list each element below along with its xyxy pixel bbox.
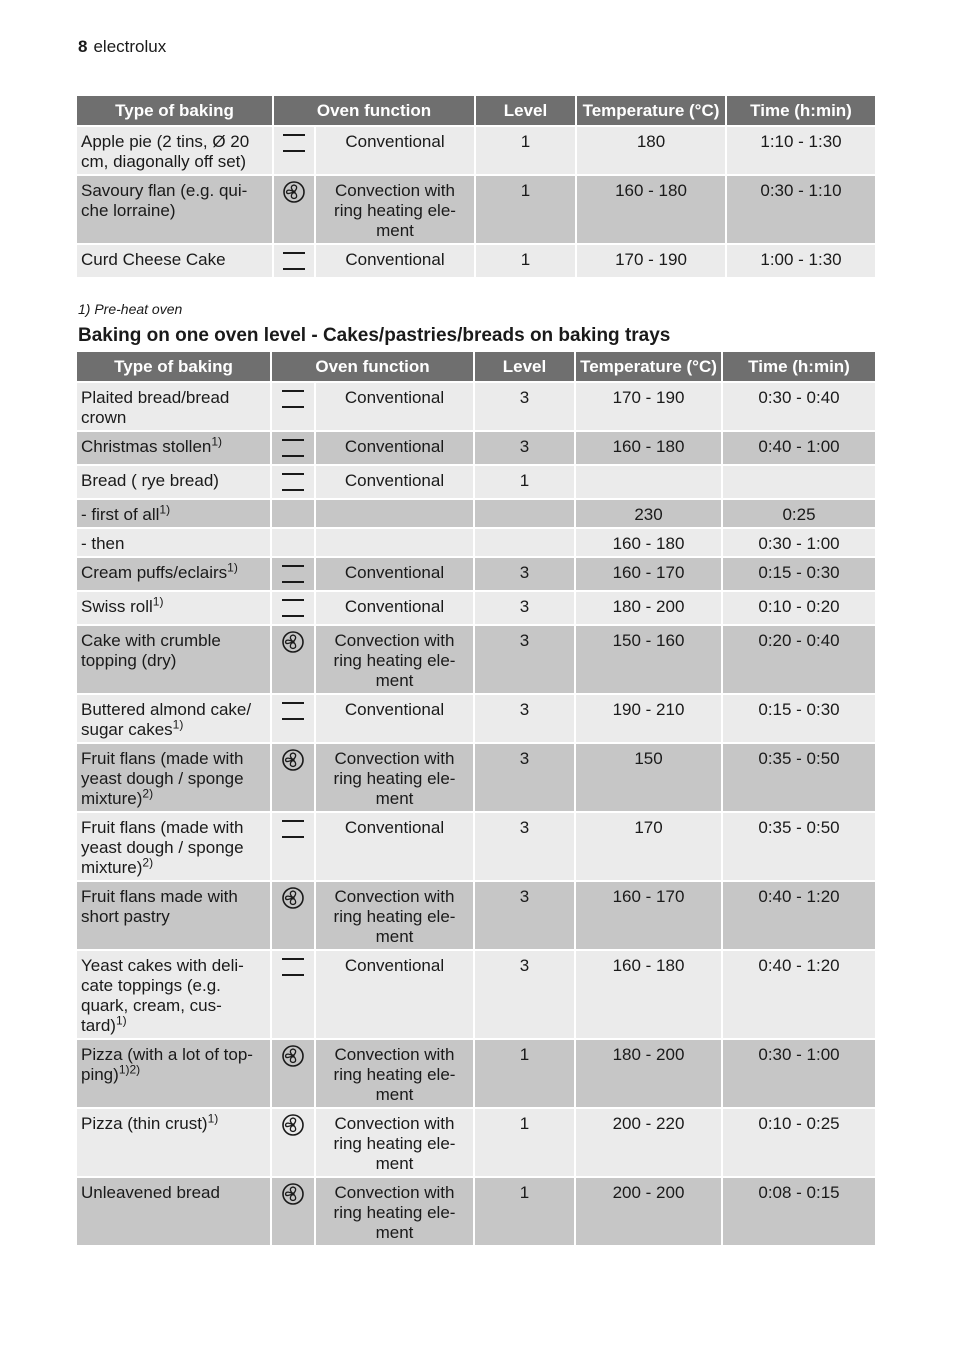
table-row: [77, 812, 875, 881]
footnote-ref: 1): [227, 560, 238, 575]
header-temperature: Temperature (°C): [576, 96, 726, 126]
cell-oven-function: [315, 499, 474, 528]
cell-level: 3: [474, 694, 575, 743]
cell-temperature: 200 - 220: [575, 1108, 722, 1177]
table-row: [77, 126, 875, 175]
type-text: Buttered almond cake/ sugar cakes: [81, 700, 252, 739]
cell-level: 3: [474, 950, 575, 1039]
cell-oven-function: Convection with ring heating ele-ment: [315, 175, 475, 244]
cell-type-of-baking: [77, 431, 271, 465]
footnote-ref: 1): [115, 1013, 127, 1028]
fan-ring-heat-icon: [280, 887, 306, 909]
cell-type-of-baking: [77, 244, 273, 278]
table-row: [77, 382, 875, 431]
cell-level: 3: [474, 743, 575, 812]
cell-temperature: 160 - 180: [576, 175, 726, 244]
cell-type-of-baking: [77, 175, 273, 244]
cell-oven-function: Conventional: [315, 950, 474, 1039]
cell-oven-function: Convection with ring heating ele-ment: [315, 1108, 474, 1177]
cell-temperature: 170: [575, 812, 722, 881]
cell-function-icon: [271, 881, 315, 950]
type-text: Yeast cakes with deli-cate toppings (e.g. quark, cream, cus-tard): [81, 956, 244, 1035]
type-text: Fruit flans (made with yeast dough / sponge mixture): [81, 749, 244, 808]
type-text: Fruit flans made with short pastry: [81, 887, 238, 926]
cell-time: 0:40 - 1:20: [722, 881, 875, 950]
cell-oven-function: Convection with ring heating ele-ment: [315, 625, 474, 694]
cell-temperature: 200 - 200: [575, 1177, 722, 1246]
cell-type-of-baking: [77, 1039, 271, 1108]
cell-time: 0:10 - 0:25: [722, 1108, 875, 1177]
cell-function-icon: [271, 694, 315, 743]
table-header-row: [77, 96, 875, 126]
cell-temperature: 230: [575, 499, 722, 528]
cell-oven-function: [315, 528, 474, 557]
conventional-heat-icon: [281, 250, 307, 272]
cell-function-icon: [271, 625, 315, 694]
table-row: [77, 175, 875, 244]
page-header: [78, 37, 166, 57]
cell-time: 0:35 - 0:50: [722, 743, 875, 812]
cell-oven-function: Conventional: [315, 812, 474, 881]
cell-level: 3: [474, 625, 575, 694]
cell-function-icon: [271, 812, 315, 881]
page-number: 8: [78, 37, 88, 56]
cell-type-of-baking: [77, 743, 271, 812]
cell-level: [474, 499, 575, 528]
conventional-heat-icon: [280, 388, 306, 410]
cell-temperature: 190 - 210: [575, 694, 722, 743]
cell-function-icon: [273, 244, 315, 278]
cell-time: 0:35 - 0:50: [722, 812, 875, 881]
footnote-ref: 1)2): [118, 1062, 141, 1077]
cell-type-of-baking: [77, 382, 271, 431]
cell-time: 1:00 - 1:30: [726, 244, 875, 278]
baking-table-1: [77, 96, 875, 279]
cell-function-icon: [271, 528, 315, 557]
cell-time: 0:30 - 1:00: [722, 1039, 875, 1108]
conventional-heat-icon: [280, 597, 306, 619]
cell-type-of-baking: [77, 591, 271, 625]
table-row: [77, 1108, 875, 1177]
cell-type-of-baking: [77, 812, 271, 881]
cell-oven-function: Conventional: [315, 126, 475, 175]
cell-type-of-baking: [77, 950, 271, 1039]
cell-time: 0:40 - 1:00: [722, 431, 875, 465]
cell-level: 3: [474, 881, 575, 950]
conventional-heat-icon: [280, 818, 306, 840]
conventional-heat-icon: [280, 956, 306, 978]
cell-temperature: 150 - 160: [575, 625, 722, 694]
table-row: [77, 528, 875, 557]
cell-function-icon: [273, 175, 315, 244]
table-row: [77, 431, 875, 465]
table-row: [77, 1177, 875, 1246]
cell-function-icon: [271, 382, 315, 431]
footnote-ref: 1): [172, 717, 184, 732]
conventional-heat-icon: [280, 437, 306, 459]
cell-time: 0:15 - 0:30: [722, 694, 875, 743]
cell-oven-function: Conventional: [315, 591, 474, 625]
cell-level: [474, 528, 575, 557]
fan-ring-heat-icon: [280, 631, 306, 653]
type-text: - then: [81, 534, 125, 553]
conventional-heat-icon: [280, 471, 306, 493]
cell-oven-function: Conventional: [315, 244, 475, 278]
cell-level: 1: [475, 244, 576, 278]
table-row: [77, 557, 875, 591]
header-level: Level: [475, 96, 576, 126]
type-text: Curd Cheese Cake: [81, 250, 226, 269]
cell-type-of-baking: [77, 528, 271, 557]
cell-type-of-baking: [77, 881, 271, 950]
cell-oven-function: Conventional: [315, 694, 474, 743]
cell-function-icon: [271, 950, 315, 1039]
cell-function-icon: [271, 1108, 315, 1177]
cell-temperature: 160 - 180: [575, 950, 722, 1039]
cell-type-of-baking: [77, 1108, 271, 1177]
header-time: Time (h:min): [722, 352, 875, 382]
footnote-ref: 1): [152, 594, 164, 609]
cell-temperature: 160 - 170: [575, 557, 722, 591]
cell-time: 0:25: [722, 499, 875, 528]
fan-ring-heat-icon: [280, 1114, 306, 1136]
cell-level: 1: [475, 126, 576, 175]
cell-temperature: 150: [575, 743, 722, 812]
conventional-heat-icon: [280, 563, 306, 585]
cell-function-icon: [271, 1039, 315, 1108]
type-text: Bread ( rye bread): [81, 471, 219, 490]
cell-function-icon: [271, 743, 315, 812]
table-row: [77, 499, 875, 528]
cell-level: 1: [475, 175, 576, 244]
cell-time: 1:10 - 1:30: [726, 126, 875, 175]
type-text: Cake with crumble topping (dry): [81, 631, 221, 670]
cell-oven-function: Conventional: [315, 465, 474, 499]
cell-function-icon: [271, 499, 315, 528]
footnote-ref: 2): [142, 786, 154, 801]
header-oven-function: Oven function: [271, 352, 474, 382]
table-header-row: [77, 352, 875, 382]
cell-type-of-baking: [77, 1177, 271, 1246]
cell-time: 0:20 - 0:40: [722, 625, 875, 694]
cell-level: 1: [474, 465, 575, 499]
cell-oven-function: Conventional: [315, 431, 474, 465]
cell-type-of-baking: [77, 694, 271, 743]
cell-time: 0:40 - 1:20: [722, 950, 875, 1039]
conventional-heat-icon: [281, 132, 307, 154]
header-level: Level: [474, 352, 575, 382]
cell-time: 0:15 - 0:30: [722, 557, 875, 591]
table-row: [77, 1039, 875, 1108]
footnote: 1) Pre-heat oven: [78, 301, 183, 317]
type-text: Pizza (thin crust): [81, 1114, 208, 1133]
header-oven-function: Oven function: [273, 96, 475, 126]
type-text: Savoury flan (e.g. qui-che lorraine): [81, 181, 248, 220]
cell-time: 0:30 - 1:10: [726, 175, 875, 244]
cell-time: 0:08 - 0:15: [722, 1177, 875, 1246]
baking-table-2: [77, 352, 875, 1247]
cell-oven-function: Convection with ring heating ele-ment: [315, 743, 474, 812]
cell-function-icon: [273, 126, 315, 175]
table-row: [77, 743, 875, 812]
footnote-ref: 2): [142, 855, 154, 870]
cell-temperature: [575, 465, 722, 499]
cell-function-icon: [271, 1177, 315, 1246]
cell-temperature: 160 - 180: [575, 431, 722, 465]
cell-function-icon: [271, 557, 315, 591]
table-row: [77, 694, 875, 743]
footnote-ref: 1): [207, 1111, 219, 1126]
type-text: - first of all: [81, 505, 160, 524]
cell-oven-function: Conventional: [315, 382, 474, 431]
cell-type-of-baking: [77, 499, 271, 528]
fan-ring-heat-icon: [280, 1045, 306, 1067]
cell-level: 1: [474, 1108, 575, 1177]
header-temperature: Temperature (°C): [575, 352, 722, 382]
cell-oven-function: Convection with ring heating ele-ment: [315, 1177, 474, 1246]
cell-temperature: 160 - 180: [575, 528, 722, 557]
cell-temperature: 180 - 200: [575, 591, 722, 625]
table-row: [77, 244, 875, 278]
cell-type-of-baking: [77, 557, 271, 591]
header-type-of-baking: Type of baking: [77, 96, 273, 126]
cell-type-of-baking: [77, 126, 273, 175]
header-type-of-baking: Type of baking: [77, 352, 271, 382]
cell-temperature: 170 - 190: [575, 382, 722, 431]
conventional-heat-icon: [280, 700, 306, 722]
cell-type-of-baking: [77, 465, 271, 499]
cell-level: 3: [474, 812, 575, 881]
cell-level: 3: [474, 382, 575, 431]
cell-time: 0:30 - 0:40: [722, 382, 875, 431]
cell-time: 0:30 - 1:00: [722, 528, 875, 557]
cell-type-of-baking: [77, 625, 271, 694]
fan-ring-heat-icon: [280, 1183, 306, 1205]
cell-function-icon: [271, 465, 315, 499]
table-row: [77, 625, 875, 694]
section-title: Baking on one oven level - Cakes/pastries/breads on baking trays: [78, 325, 671, 346]
type-text: Fruit flans (made with yeast dough / sponge mixture): [81, 818, 244, 877]
type-text: Pizza (with a lot of top-ping): [81, 1045, 253, 1084]
brand-name: electrolux: [93, 37, 167, 56]
type-text: Plaited bread/bread crown: [81, 388, 230, 427]
cell-time: 0:10 - 0:20: [722, 591, 875, 625]
type-text: Christmas stollen: [81, 437, 212, 456]
cell-level: 1: [474, 1039, 575, 1108]
cell-temperature: 160 - 170: [575, 881, 722, 950]
cell-function-icon: [271, 591, 315, 625]
cell-level: 3: [474, 557, 575, 591]
type-text: Cream puffs/eclairs: [81, 563, 228, 582]
cell-oven-function: Convection with ring heating ele-ment: [315, 881, 474, 950]
type-text: Apple pie (2 tins, Ø 20 cm, diagonally off set): [81, 132, 250, 171]
type-text: Unleavened bread: [81, 1183, 220, 1202]
table-row: [77, 950, 875, 1039]
cell-temperature: 180 - 200: [575, 1039, 722, 1108]
table-row: [77, 465, 875, 499]
fan-ring-heat-icon: [281, 181, 307, 203]
cell-level: 3: [474, 591, 575, 625]
cell-oven-function: Convection with ring heating ele-ment: [315, 1039, 474, 1108]
cell-level: 1: [474, 1177, 575, 1246]
cell-oven-function: Conventional: [315, 557, 474, 591]
cell-temperature: 170 - 190: [576, 244, 726, 278]
footnote-ref: 1): [211, 434, 223, 449]
cell-time: [722, 465, 875, 499]
header-time: Time (h:min): [726, 96, 875, 126]
cell-function-icon: [271, 431, 315, 465]
table-row: [77, 881, 875, 950]
fan-ring-heat-icon: [280, 749, 306, 771]
footnote-ref: 1): [159, 502, 171, 517]
table-row: [77, 591, 875, 625]
cell-level: 3: [474, 431, 575, 465]
cell-temperature: 180: [576, 126, 726, 175]
type-text: Swiss roll: [81, 597, 153, 616]
